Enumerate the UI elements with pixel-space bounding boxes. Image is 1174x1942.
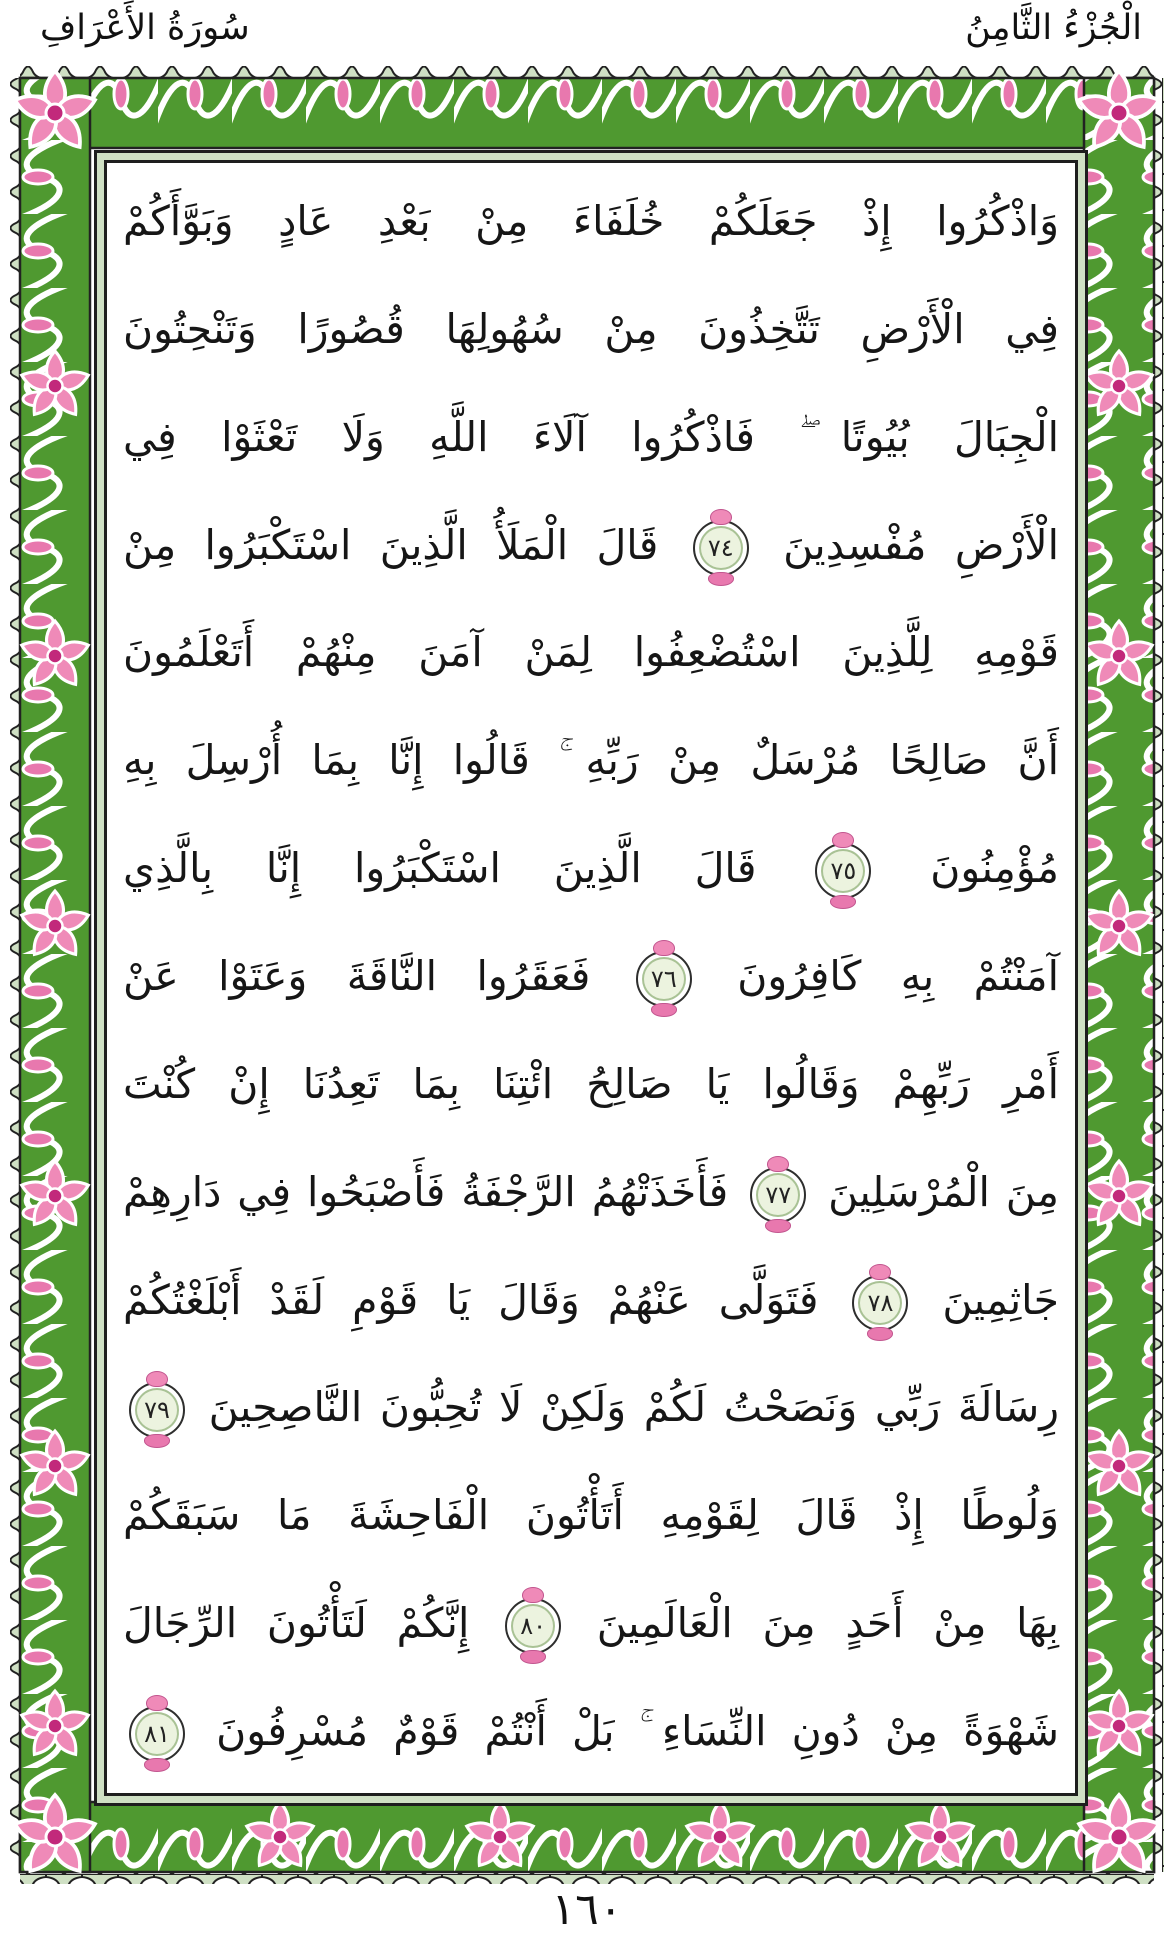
verse-end-rosette bbox=[693, 520, 749, 576]
quran-line bbox=[123, 816, 1059, 924]
quran-line bbox=[123, 277, 1059, 385]
verse-text: الْجِبَالَ بُيُوتًا ۖ فَاذْكُرُوا آلَاءَ اللَّهِ وَلَا تَعْثَوْا فِي bbox=[123, 412, 1059, 461]
verse-number: ٧٤ bbox=[707, 533, 734, 562]
verse-end-rosette bbox=[129, 1382, 185, 1438]
verse-text: مِنَ الْمُرْسَلِينَ bbox=[828, 1167, 1059, 1216]
verse-text: وَاذْكُرُوا إِذْ جَعَلَكُمْ خُلَفَاءَ مِنْ بَعْدِ عَادٍ وَبَوَّأَكُمْ bbox=[123, 197, 1059, 245]
verse-number: ٧٦ bbox=[650, 965, 677, 994]
quran-line bbox=[123, 1248, 1059, 1356]
verse-number: ٧٥ bbox=[830, 857, 857, 886]
verse-text: قَالَ الَّذِينَ اسْتَكْبَرُوا إِنَّا بِالَّذِي bbox=[123, 844, 757, 893]
quran-line bbox=[123, 1355, 1059, 1463]
verse-end-rosette bbox=[852, 1275, 908, 1331]
verse-text: أَنَّ صَالِحًا مُرْسَلٌ مِنْ رَبِّهِ ۚ قَالُوا إِنَّا بِمَا أُرْسِلَ بِهِ bbox=[123, 736, 1059, 785]
quran-line bbox=[123, 1571, 1059, 1679]
verse-text: وَلُوطًا إِذْ قَالَ لِقَوْمِهِ أَتَأْتُونَ الْفَاحِشَةَ مَا سَبَقَكُمْ bbox=[123, 1491, 1059, 1540]
verse-text: فَعَقَرُوا النَّاقَةَ وَعَتَوْا عَنْ bbox=[123, 952, 591, 1001]
verse-text: شَهْوَةً مِنْ دُونِ النِّسَاءِ ۚ بَلْ أَنْتُمْ قَوْمٌ مُسْرِفُونَ bbox=[216, 1707, 1059, 1756]
verse-number: ٨٠ bbox=[520, 1612, 546, 1641]
verse-text: رِسَالَةَ رَبِّي وَنَصَحْتُ لَكُمْ وَلَكِنْ لَا تُحِبُّونَ النَّاصِحِينَ bbox=[208, 1383, 1059, 1432]
quran-line bbox=[123, 1679, 1059, 1787]
quran-line bbox=[123, 708, 1059, 816]
verse-number: ٧٧ bbox=[765, 1180, 792, 1209]
verse-text: جَاثِمِينَ bbox=[942, 1275, 1059, 1324]
verse-text: مُؤْمِنُونَ bbox=[930, 844, 1059, 893]
verse-text: آمَنْتُمْ بِهِ كَافِرُونَ bbox=[737, 952, 1059, 1001]
page-number: ١٦٠ bbox=[551, 1884, 623, 1935]
quran-line bbox=[123, 385, 1059, 493]
verse-end-rosette bbox=[750, 1167, 806, 1223]
verse-text: فِي الْأَرْضِ تَتَّخِذُونَ مِنْ سُهُولِهَا قُصُورًا وَتَنْحِتُونَ bbox=[123, 304, 1059, 353]
surah-title: سُورَةُ الأَعْرَافِ bbox=[40, 8, 250, 48]
verse-number: ٨١ bbox=[144, 1720, 170, 1749]
quran-text-block bbox=[123, 169, 1059, 1787]
verse-number: ٧٩ bbox=[144, 1396, 170, 1425]
verse-end-rosette bbox=[129, 1706, 185, 1762]
quran-line bbox=[123, 493, 1059, 601]
verse-text: إِنَّكُمْ لَتَأْتُونَ الرِّجَالَ bbox=[123, 1599, 470, 1648]
verse-end-rosette bbox=[636, 951, 692, 1007]
quran-line bbox=[123, 600, 1059, 708]
quran-line bbox=[123, 924, 1059, 1032]
quran-line bbox=[123, 1140, 1059, 1248]
verse-text: بِهَا مِنْ أَحَدٍ مِنَ الْعَالَمِينَ bbox=[596, 1599, 1059, 1648]
verse-text: أَمْرِ رَبِّهِمْ وَقَالُوا يَا صَالِحُ ائْتِنَا بِمَا تَعِدُنَا إِنْ كُنْتَ bbox=[123, 1059, 1059, 1108]
verse-end-rosette bbox=[505, 1598, 561, 1654]
verse-text: قَالَ الْمَلَأُ الَّذِينَ اسْتَكْبَرُوا مِنْ bbox=[123, 520, 659, 569]
quran-line bbox=[123, 169, 1059, 277]
juz-title: الْجُزْءُ الثَّامِنُ bbox=[965, 8, 1142, 48]
verse-end-rosette bbox=[815, 843, 871, 899]
verse-text: فَتَوَلَّى عَنْهُمْ وَقَالَ يَا قَوْمِ لَقَدْ أَبْلَغْتُكُمْ bbox=[123, 1275, 819, 1324]
text-panel-frame bbox=[104, 160, 1078, 1796]
verse-text: فَأَخَذَتْهُمُ الرَّجْفَةُ فَأَصْبَحُوا فِي دَارِهِمْ bbox=[123, 1167, 729, 1216]
quran-line bbox=[123, 1463, 1059, 1571]
verse-number: ٧٨ bbox=[867, 1288, 894, 1317]
verse-text: الْأَرْضِ مُفْسِدِينَ bbox=[783, 520, 1059, 569]
verse-text: قَوْمِهِ لِلَّذِينَ اسْتُضْعِفُوا لِمَنْ آمَنَ مِنْهُمْ أَتَعْلَمُونَ bbox=[123, 628, 1059, 677]
quran-line bbox=[123, 1032, 1059, 1140]
